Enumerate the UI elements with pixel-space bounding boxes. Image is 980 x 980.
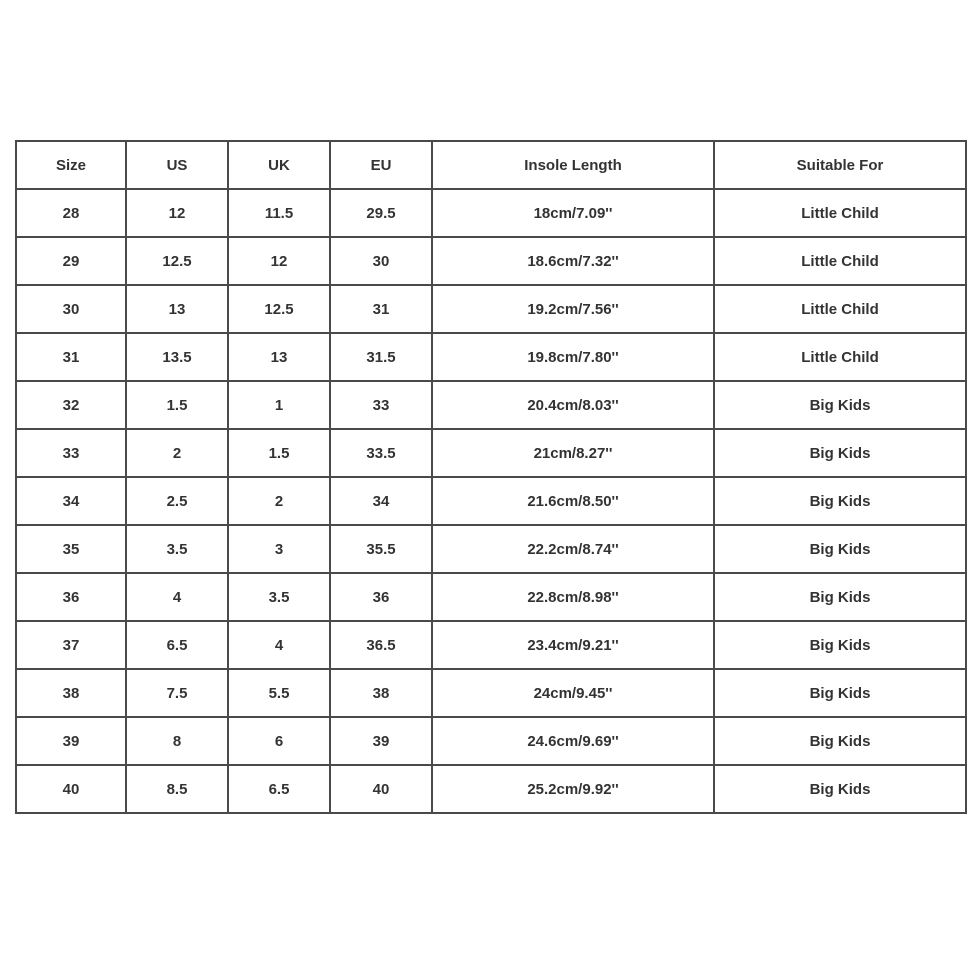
table-row [16, 669, 966, 717]
cell-us: 2.5 [126, 477, 228, 525]
cell-suitable-for: Little Child [714, 333, 966, 381]
cell-us: 12.5 [126, 237, 228, 285]
cell-insole-length: 22.8cm/8.98'' [432, 573, 714, 621]
cell-us: 4 [126, 573, 228, 621]
table-row [16, 333, 966, 381]
cell-eu: 36 [330, 573, 432, 621]
cell-eu: 36.5 [330, 621, 432, 669]
table-body [16, 189, 966, 813]
cell-suitable-for: Little Child [714, 237, 966, 285]
cell-us: 8.5 [126, 765, 228, 813]
cell-us: 12 [126, 189, 228, 237]
cell-size: 33 [16, 429, 126, 477]
cell-uk: 2 [228, 477, 330, 525]
cell-insole-length: 22.2cm/8.74'' [432, 525, 714, 573]
cell-insole-length: 25.2cm/9.92'' [432, 765, 714, 813]
cell-uk: 4 [228, 621, 330, 669]
cell-eu: 35.5 [330, 525, 432, 573]
cell-size: 34 [16, 477, 126, 525]
cell-us: 3.5 [126, 525, 228, 573]
cell-suitable-for: Little Child [714, 189, 966, 237]
cell-insole-length: 19.8cm/7.80'' [432, 333, 714, 381]
cell-size: 40 [16, 765, 126, 813]
table-row [16, 621, 966, 669]
table-row [16, 717, 966, 765]
cell-size: 31 [16, 333, 126, 381]
cell-insole-length: 18.6cm/7.32'' [432, 237, 714, 285]
size-chart-table [15, 140, 967, 814]
cell-uk: 1.5 [228, 429, 330, 477]
cell-eu: 34 [330, 477, 432, 525]
cell-uk: 11.5 [228, 189, 330, 237]
table-row [16, 237, 966, 285]
header-eu: EU [330, 141, 432, 189]
cell-eu: 33.5 [330, 429, 432, 477]
table-header [16, 141, 966, 189]
table-row [16, 285, 966, 333]
cell-suitable-for: Big Kids [714, 765, 966, 813]
cell-eu: 30 [330, 237, 432, 285]
cell-size: 29 [16, 237, 126, 285]
cell-suitable-for: Big Kids [714, 621, 966, 669]
cell-us: 6.5 [126, 621, 228, 669]
cell-suitable-for: Little Child [714, 285, 966, 333]
cell-eu: 29.5 [330, 189, 432, 237]
cell-us: 13.5 [126, 333, 228, 381]
cell-size: 30 [16, 285, 126, 333]
cell-suitable-for: Big Kids [714, 429, 966, 477]
cell-suitable-for: Big Kids [714, 477, 966, 525]
cell-eu: 40 [330, 765, 432, 813]
cell-size: 38 [16, 669, 126, 717]
cell-uk: 3 [228, 525, 330, 573]
cell-uk: 12.5 [228, 285, 330, 333]
header-suitable-for: Suitable For [714, 141, 966, 189]
header-size: Size [16, 141, 126, 189]
cell-insole-length: 24.6cm/9.69'' [432, 717, 714, 765]
cell-insole-length: 19.2cm/7.56'' [432, 285, 714, 333]
cell-uk: 13 [228, 333, 330, 381]
cell-us: 13 [126, 285, 228, 333]
cell-suitable-for: Big Kids [714, 573, 966, 621]
cell-suitable-for: Big Kids [714, 381, 966, 429]
cell-uk: 3.5 [228, 573, 330, 621]
table-row [16, 477, 966, 525]
cell-eu: 33 [330, 381, 432, 429]
cell-uk: 12 [228, 237, 330, 285]
table-row [16, 765, 966, 813]
cell-insole-length: 23.4cm/9.21'' [432, 621, 714, 669]
cell-size: 36 [16, 573, 126, 621]
table-row [16, 189, 966, 237]
cell-eu: 39 [330, 717, 432, 765]
cell-uk: 6.5 [228, 765, 330, 813]
cell-us: 1.5 [126, 381, 228, 429]
cell-eu: 31 [330, 285, 432, 333]
cell-us: 7.5 [126, 669, 228, 717]
cell-insole-length: 20.4cm/8.03'' [432, 381, 714, 429]
cell-insole-length: 21cm/8.27'' [432, 429, 714, 477]
table-row [16, 381, 966, 429]
header-uk: UK [228, 141, 330, 189]
cell-suitable-for: Big Kids [714, 669, 966, 717]
cell-suitable-for: Big Kids [714, 525, 966, 573]
cell-us: 8 [126, 717, 228, 765]
cell-size: 32 [16, 381, 126, 429]
cell-size: 35 [16, 525, 126, 573]
cell-insole-length: 24cm/9.45'' [432, 669, 714, 717]
cell-insole-length: 18cm/7.09'' [432, 189, 714, 237]
cell-uk: 1 [228, 381, 330, 429]
cell-insole-length: 21.6cm/8.50'' [432, 477, 714, 525]
header-us: US [126, 141, 228, 189]
cell-size: 39 [16, 717, 126, 765]
header-insole-length: Insole Length [432, 141, 714, 189]
cell-eu: 38 [330, 669, 432, 717]
table-row [16, 573, 966, 621]
cell-size: 37 [16, 621, 126, 669]
cell-size: 28 [16, 189, 126, 237]
table-row [16, 429, 966, 477]
cell-suitable-for: Big Kids [714, 717, 966, 765]
cell-eu: 31.5 [330, 333, 432, 381]
table-row [16, 525, 966, 573]
header-row [16, 141, 966, 189]
cell-us: 2 [126, 429, 228, 477]
cell-uk: 6 [228, 717, 330, 765]
cell-uk: 5.5 [228, 669, 330, 717]
